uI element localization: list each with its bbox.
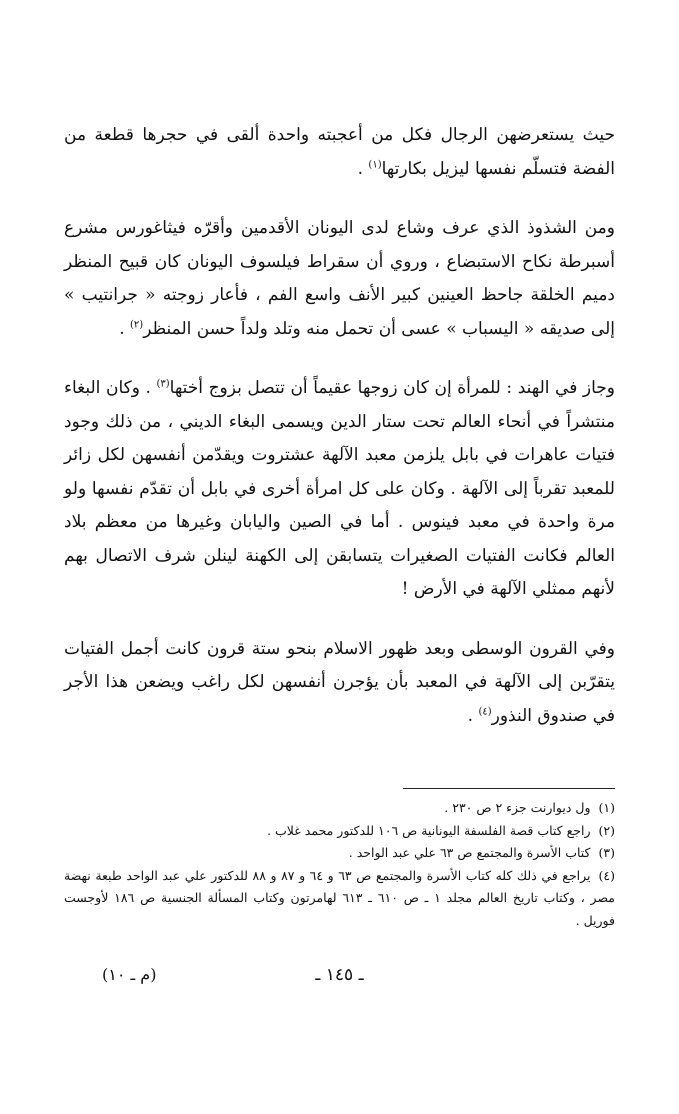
footnote-ref-4: (٤) [478,705,492,717]
paragraph-3 [64,372,615,607]
footnote-4-text: يراجع في ذلك كله كتاب الأسرة والمجتمع ص ٦٣ و ٦٤ و ٨٧ و ٨٨ للدكتور علي عبد الواحد طبعة نهضة مصر ، وكتاب تاريخ العالم مجلد ١ ـ ص ٦١٠ ـ ٦١٣ لهامرتون وكتاب المسألة الجنسية ص ١٨٦ لأوجست فوريل . [64,867,615,928]
footnote-2 [64,820,615,843]
footnote-ref-3: (٣) [156,378,170,390]
page-number: ـ ١٤٥ ـ [315,965,364,985]
paragraph-2-tail: . [119,318,130,339]
footnotes [64,797,615,932]
paragraph-4 [64,633,615,734]
footnote-3 [64,842,615,865]
paragraph-4-tail: . [467,705,479,726]
footnote-separator [403,788,615,789]
footnote-4-number: (٤) [598,867,616,883]
footnote-1-number: (١) [598,800,615,815]
paragraph-4-text: وفي القرون الوسطى وبعد ظهور الاسلام بنحو ستة قرون كانت أجمل الفتيات يتقرّبن إلى الآلهة في المعبد بأن يؤجرن أنفسهن لكل راغب ويضعن هذا الأجر في صندوق النذور [64,638,615,726]
footnote-4 [64,865,615,933]
paragraph-1-text: حيث يستعرضهن الرجال فكل من أعجبته واحدة ألقى في حجرها قطعة من الفضة فتسلّم نفسها ليزيل بكارتها [64,125,615,179]
paragraph-1-tail: . [357,159,369,179]
footnote-2-text: راجع كتاب قصة الفلسفة اليونانية ص ١٠٦ للدكتور محمد غلاب . [267,822,591,838]
footnote-1 [64,797,615,820]
footnote-3-text: كتاب الأسرة والمجتمع ص ٦٣ علي عبد الواحد . [348,845,591,860]
printer-signature: (م ـ ١٠) [102,965,157,984]
paragraph-3-text: وجاز في الهند : للمرأة إن كان زوجها عقيماً أن تتصل بزوج أختها [169,378,616,398]
paragraph-1 [64,118,615,186]
paragraph-2-text: ومن الشذوذ الذي عرف وشاع لدى اليونان الأقدمين وأقرّه فيثاغورس مشرع أسبرطة نكاح الاستبضاع ، وروي أن سقراط فيلسوف اليونان كان قبيح المنظر دميم الخلقة جاحظ العينين كبير الأنف واسع الفم ، فأعار زوجته « جرانتيب » إلى صديقه « اليسباب » عسى أن تحمل منه وتلد ولداً حسن المنظر [64,218,615,339]
paragraph-2 [64,212,615,346]
footnote-2-number: (٢) [598,822,615,838]
footnote-3-number: (٣) [598,845,615,860]
footnote-ref-1: (١) [368,159,382,171]
main-text [64,118,615,759]
footnote-ref-2: (٢) [130,318,144,330]
paragraph-3-tail: . وكان البغاء منتشراً في أنحاء العالم تحت ستار الدين ويسمى البغاء الديني ، من ذلك وجود فتيات عاهرات في بابل يلزمن معبد الآلهة عشتروت ويقدّمن أنفسهن لكل زائر للمعبد تقرباً إلى الآلهة . وكان على كل امرأة أخرى في بابل أن تقدّم نفسها ولو مرة واحدة في معبد فينوس . أما في الصين واليابان وغيرها من معظم بلاد العالم فكانت الفتيات الصغيرات يتسابقن إلى الكهنة لينلن شرف الاتصال بهم لأنهم ممثلي الآلهة في الأرض ! [64,378,615,599]
footnote-1-text: ول ديوارنت جزء ٢ ص ٢٣٠ . [444,800,591,815]
